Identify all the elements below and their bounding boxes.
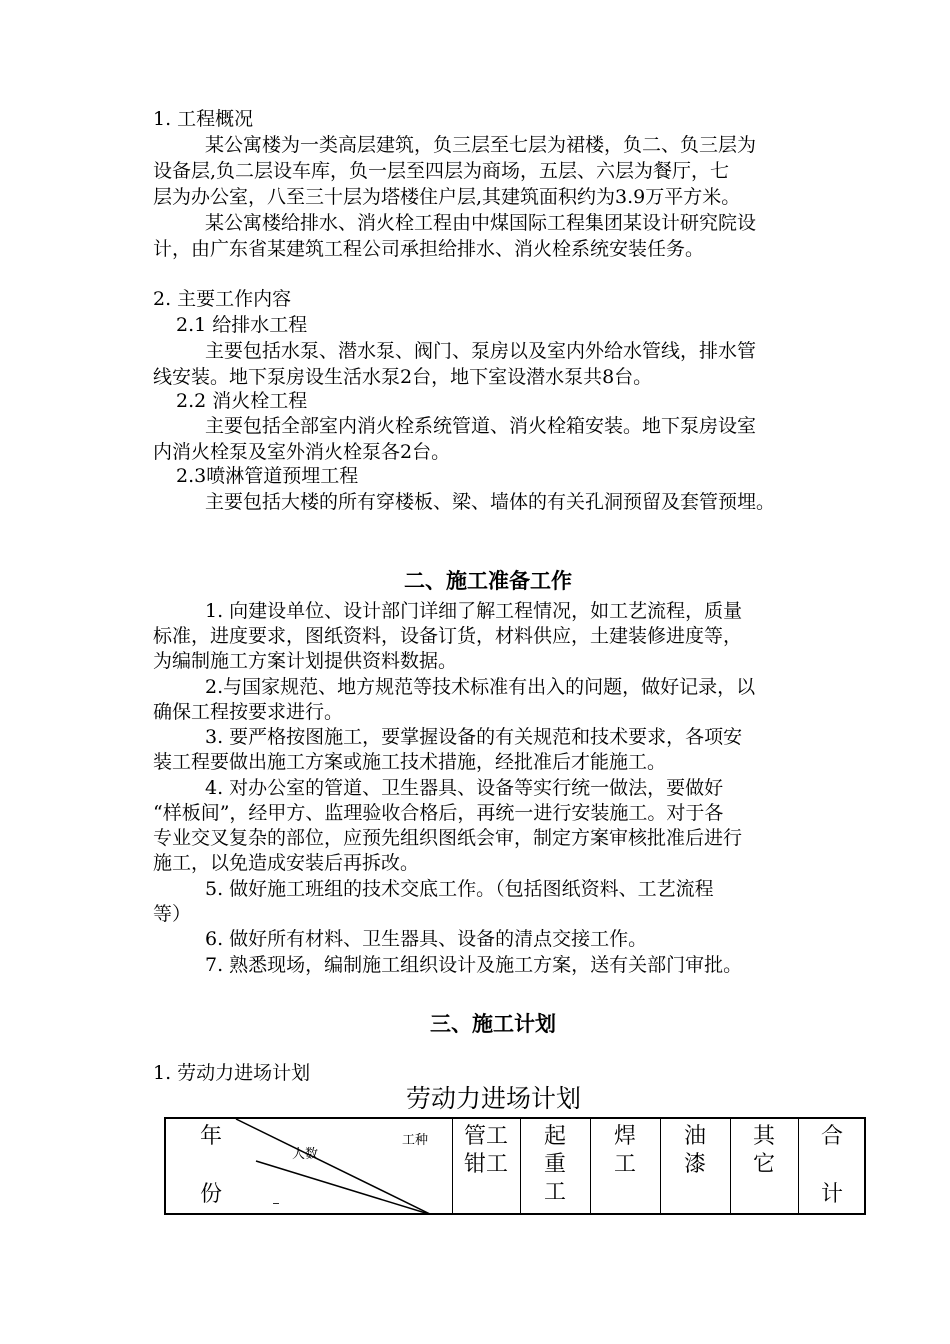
col-painter: 油 漆 <box>683 1124 706 1177</box>
prep-line: 专业交叉复杂的部位，应预先组织图纸会审，制定方案审核批准后进行 <box>153 827 743 849</box>
prep-line: 等） <box>153 903 192 925</box>
prep-line: 3. 要严格按图施工，要掌握设备的有关规范和技术要求，各项安 <box>205 726 743 748</box>
col-lifting: 起 重 工 <box>543 1124 566 1205</box>
para1-line: 某公寓楼为一类高层建筑，负三层至七层为裙楼，负二、负三层为 <box>205 134 757 156</box>
section2-heading: 2. 主要工作内容 <box>153 288 292 310</box>
prep-line: 6. 做好所有材料、卫生器具、设备的清点交接工作。 <box>205 928 648 950</box>
column-divider <box>452 1119 453 1213</box>
year-header-top: 年 <box>199 1124 222 1149</box>
prep-line: 标准，进度要求，图纸资料，设备订货，材料供应，土建装修进度等， <box>153 625 743 647</box>
column-divider <box>660 1119 661 1213</box>
prep-line: 1. 向建设单位、设计部门详细了解工程情况，如工艺流程，质量 <box>205 600 743 622</box>
prep-line: 装工程要做出施工方案或施工技术措施，经批准后才能施工。 <box>153 751 667 773</box>
para1-line: 层为办公室，八至三十层为塔楼住户层,其建筑面积约为3.9万平方米。 <box>153 186 741 208</box>
labor-plan-table <box>164 1117 866 1215</box>
prep-line: 2.与国家规范、地方规范等技术标准有出入的问题，做好记录，以 <box>205 676 756 698</box>
sub3-title: 2.3喷淋管道预埋工程 <box>176 465 359 487</box>
column-divider <box>520 1119 521 1213</box>
sub2-line: 内消火栓泵及室外消火栓泵各2台。 <box>153 441 451 463</box>
sub2-line: 主要包括全部室内消火栓系统管道、消火栓箱安装。地下泵房设室 <box>205 415 757 437</box>
year-header-bottom: 份 <box>199 1182 222 1207</box>
prep-line: “样板间”，经甲方、监理验收合格后，再统一进行安装施工。对于各 <box>153 802 724 824</box>
sub3-line: 主要包括大楼的所有穿楼板、梁、墙体的有关孔洞预留及套管预埋。 <box>205 491 776 513</box>
prep-title: 二、施工准备工作 <box>404 568 572 593</box>
table-caption: 劳动力进场计划 <box>406 1084 582 1113</box>
col-total-bottom: 计 <box>820 1182 843 1207</box>
sub2-title: 2.2 消火栓工程 <box>176 390 308 412</box>
para1-line: 设备层,负二层设车库，负一层至四层为商场，五层、六层为餐厅，七 <box>153 160 730 182</box>
diag-mark: ╶╴ <box>270 1199 283 1210</box>
diag-people-label: 人数 <box>292 1147 319 1162</box>
col-total-top: 合 <box>820 1124 843 1149</box>
para2-line: 某公寓楼给排水、消火栓工程由中煤国际工程集团某设计研究院设 <box>205 212 757 234</box>
column-divider <box>730 1119 731 1213</box>
plan-item1: 1. 劳动力进场计划 <box>153 1062 311 1084</box>
plan-title: 三、施工计划 <box>430 1011 556 1036</box>
col-pipe-fitter: 管工 钳工 <box>463 1124 508 1177</box>
section1-heading: 1. 工程概况 <box>153 108 254 130</box>
col-other: 其 它 <box>752 1124 775 1177</box>
prep-line: 7. 熟悉现场，编制施工组织设计及施工方案，送有关部门审批。 <box>205 954 743 976</box>
prep-line: 4. 对办公室的管道、卫生器具、设备等实行统一做法，要做好 <box>205 777 724 799</box>
prep-line: 为编制施工方案计划提供资料数据。 <box>153 650 458 672</box>
column-divider <box>798 1119 799 1213</box>
sub1-line: 线安装。地下泵房设生活水泵2台，地下室设潜水泵共8台。 <box>153 366 653 388</box>
column-divider <box>590 1119 591 1213</box>
sub1-line: 主要包括水泵、潜水泵、阀门、泵房以及室内外给水管线，排水管 <box>205 340 757 362</box>
col-welder: 焊 工 <box>613 1124 636 1177</box>
prep-line: 施工，以免造成安装后再拆改。 <box>153 852 420 874</box>
para2-line: 计，由广东省某建筑工程公司承担给排水、消火栓系统安装任务。 <box>153 238 705 260</box>
sub1-title: 2.1 给排水工程 <box>176 314 308 336</box>
prep-line: 5. 做好施工班组的技术交底工作。（包括图纸资料、工艺流程 <box>205 878 714 900</box>
diag-trade-label: 工种 <box>402 1133 429 1148</box>
prep-line: 确保工程按要求进行。 <box>153 701 344 723</box>
